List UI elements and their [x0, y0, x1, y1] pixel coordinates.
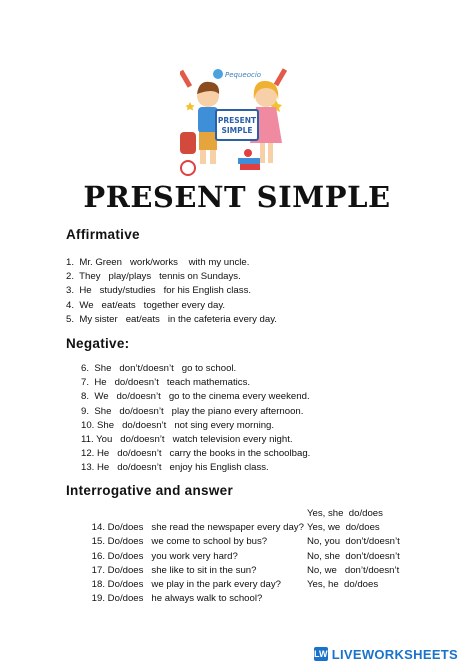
negative-list: [81, 362, 310, 476]
list-item: 5. My sister eat/eats in the cafeteria every day.: [66, 313, 277, 325]
question-text: 18. Do/does we play in the park every day?: [91, 578, 281, 590]
list-item: [81, 578, 421, 605]
list-item: 3. He study/studies for his English class.: [66, 285, 252, 297]
boy-leg: [210, 150, 216, 164]
books-icon: [238, 158, 260, 164]
present-simple-sign: [216, 110, 258, 140]
liveworksheets-brand-text: LIVEWORKSHEETS: [331, 646, 458, 662]
list-item: 12. He do/doesn’t carry the books in the schoolbag.: [81, 448, 311, 460]
question-text: 17. Do/does she like to sit in the sun?: [91, 564, 257, 576]
answer-text: Yes, we do/does: [307, 522, 380, 534]
list-item: 7. He do/doesn’t teach mathematics.: [81, 377, 251, 389]
affirmative-list: [66, 256, 277, 327]
list-item: 6. She don’t/doesn’t go to school.: [81, 363, 237, 374]
list-item: 2. They play/plays tennis on Sundays.: [66, 271, 241, 283]
list-item: 4. We eat/eats together every day.: [66, 299, 226, 311]
liveworksheets-logo: [314, 644, 458, 664]
question-text: 16. Do/does you work very hard?: [91, 550, 238, 562]
section-heading-negative: Negative:: [66, 336, 130, 351]
page-title: PRESENT SIMPLE: [83, 180, 391, 214]
interrogative-list: [81, 507, 421, 605]
sign-text-line1: PRESENT: [217, 116, 257, 125]
brand-logo-icon: [213, 69, 223, 79]
worksheet-illustration: [180, 60, 295, 180]
answer-text: No, she don’t/doesn’t: [307, 550, 400, 562]
brand-logo-text: Pequeocio: [225, 71, 262, 79]
pencil-icon: [180, 70, 192, 88]
section-heading-interrogative: Interrogative and answer: [66, 483, 233, 498]
question-text: 15. Do/does we come to school by bus?: [91, 536, 268, 548]
list-item: 1. Mr. Green work/works with my uncle.: [66, 257, 250, 268]
star-icon: [186, 102, 195, 111]
list-item: 10. She do/doesn’t not sing every morning.: [81, 419, 275, 431]
sign-text-line2: SIMPLE: [221, 126, 253, 135]
books-icon: [240, 164, 260, 170]
pencil-icon: [274, 68, 287, 86]
list-item: 13. He do/doesn’t enjoy his English class.: [81, 462, 269, 474]
answer-text: No, we don’t/doesn’t: [307, 564, 400, 576]
question-text: 19. Do/does he always walk to school?: [91, 593, 263, 605]
answer-text: Yes, she do/does: [307, 508, 383, 519]
boy-leg: [200, 150, 206, 164]
girl-leg: [268, 143, 273, 163]
girl-leg: [260, 143, 265, 163]
boy-pants: [199, 132, 217, 150]
answer-text: Yes, he do/does: [307, 578, 379, 590]
question-text: 14. Do/does she read the newspaper every day?: [91, 522, 304, 534]
liveworksheets-badge-icon: LW: [313, 649, 328, 659]
list-item: 11. You do/doesn’t watch television every night.: [81, 433, 293, 445]
section-heading-affirmative: Affirmative: [66, 227, 140, 242]
list-item: 9. She do/doesn’t play the piano every afternoon.: [81, 405, 304, 417]
apple-icon: [244, 149, 252, 157]
list-item: 8. We do/doesn’t go to the cinema every weekend.: [81, 391, 310, 403]
answer-text: No, you don’t/doesn’t: [307, 536, 400, 548]
ball-icon: [181, 161, 195, 175]
backpack-icon: [180, 132, 196, 154]
